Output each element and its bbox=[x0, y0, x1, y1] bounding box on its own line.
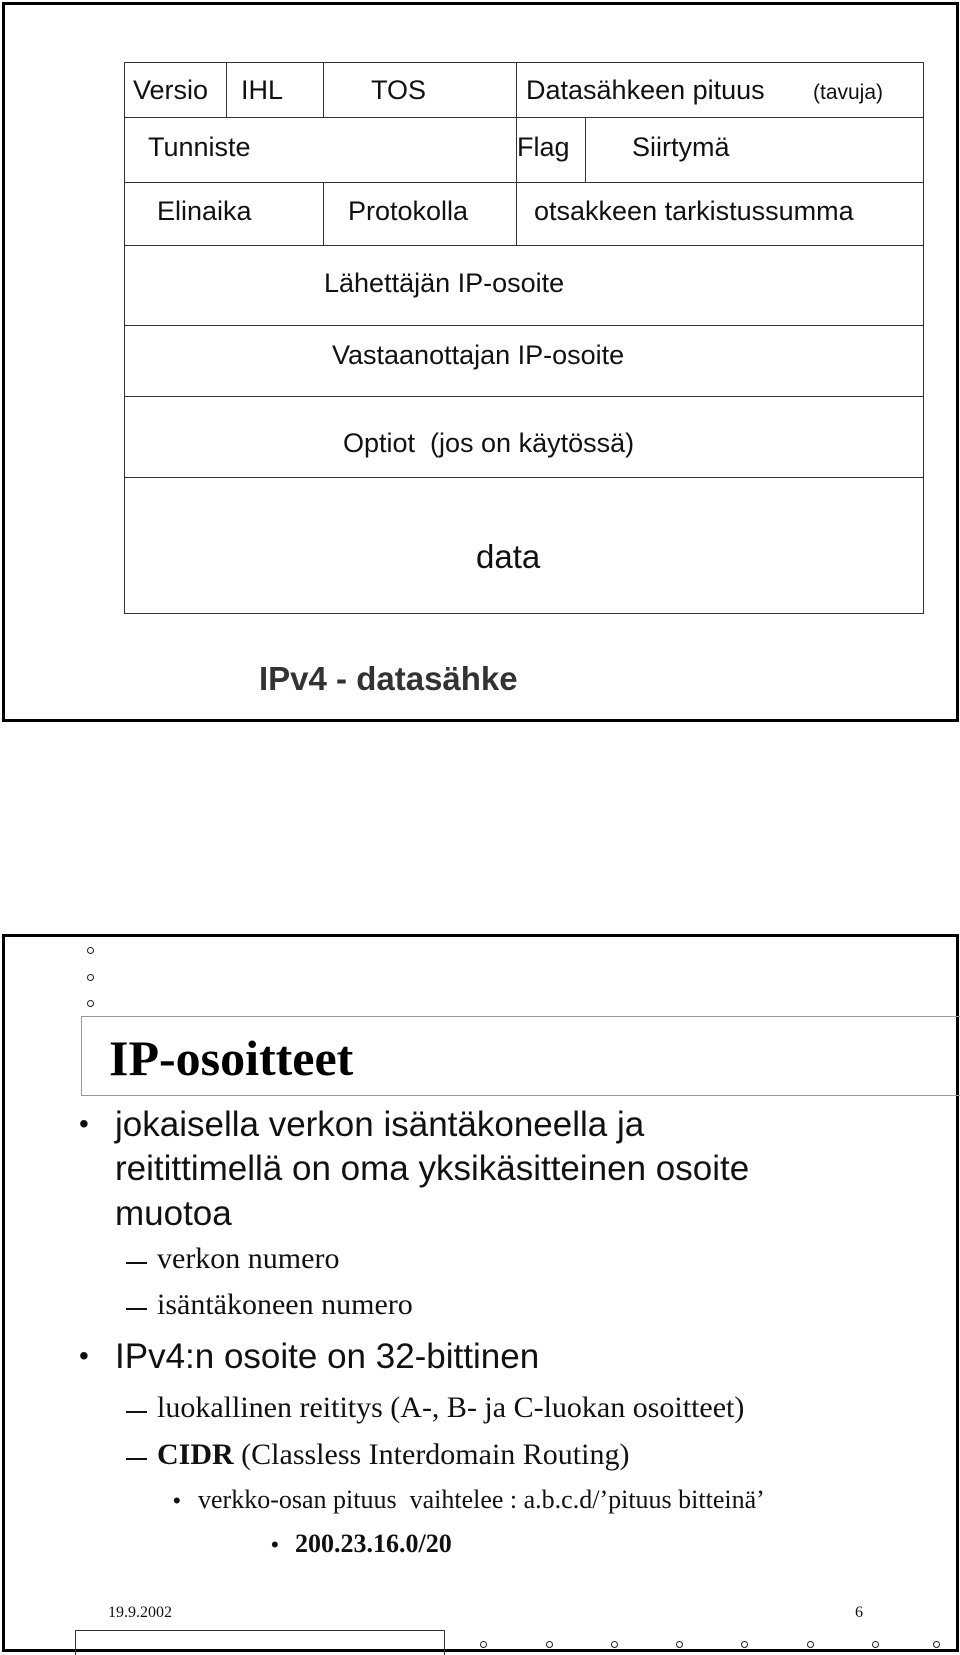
sub-item-cidr bbox=[157, 1438, 629, 1472]
field-data: data bbox=[476, 538, 541, 575]
bullet-dot: • bbox=[79, 1108, 89, 1139]
field-versio: Versio bbox=[133, 75, 209, 105]
bullet-dot-small: • bbox=[173, 1488, 181, 1513]
field-flag: Flag bbox=[517, 132, 570, 162]
cidr-bold: CIDR bbox=[157, 1438, 234, 1471]
field-protokolla: Protokolla bbox=[348, 196, 469, 226]
col-divider bbox=[226, 62, 227, 117]
slide-caption: IPv4 - datasähke bbox=[259, 660, 518, 697]
bullet-dot-small: • bbox=[271, 1532, 279, 1557]
decorative-circle bbox=[741, 1641, 748, 1648]
sub-item-host-number: isäntäkoneen numero bbox=[157, 1288, 413, 1321]
bullet-dot: • bbox=[79, 1340, 89, 1371]
bullet1-line3: muotoa bbox=[115, 1194, 232, 1233]
sub-dash bbox=[126, 1411, 147, 1413]
footer-page-number: 6 bbox=[855, 1604, 863, 1621]
field-destination-address: Vastaanottajan IP-osoite bbox=[332, 340, 625, 370]
row-divider bbox=[124, 396, 924, 397]
field-tos: TOS bbox=[371, 75, 427, 105]
field-checksum: otsakkeen tarkistussumma bbox=[534, 196, 854, 226]
col-divider bbox=[323, 62, 324, 117]
row-divider bbox=[124, 477, 924, 478]
col-divider bbox=[323, 182, 324, 245]
bullet1-line1: jokaisella verkon isäntäkoneella ja bbox=[115, 1105, 645, 1144]
slide-ip-addresses bbox=[2, 934, 959, 1652]
row-divider bbox=[124, 117, 924, 118]
sub-dash bbox=[126, 1262, 147, 1264]
col-divider bbox=[585, 117, 586, 182]
field-length-unit: (tavuja) bbox=[813, 81, 884, 104]
sub-dash bbox=[126, 1308, 147, 1310]
field-ihl: IHL bbox=[241, 75, 284, 105]
decorative-circle bbox=[807, 1641, 814, 1648]
bullet2-text: IPv4:n osoite on 32-bittinen bbox=[115, 1337, 540, 1376]
decorative-circle bbox=[87, 974, 94, 981]
sub-item-classful-routing: luokallinen reititys (A-, B- ja C-luokan osoitteet) bbox=[157, 1391, 745, 1424]
sub-dash bbox=[126, 1458, 147, 1460]
field-options: Optiot (jos on käytössä) bbox=[343, 428, 635, 458]
slide-ipv4-datagram bbox=[2, 2, 959, 722]
bullet1-line2: reitittimellä on oma yksikäsitteinen osoite bbox=[115, 1149, 750, 1188]
decorative-circle bbox=[872, 1641, 879, 1648]
decorative-circle bbox=[87, 1000, 94, 1007]
field-elinaika: Elinaika bbox=[157, 196, 252, 226]
decorative-circle bbox=[611, 1641, 618, 1648]
footer-box bbox=[75, 1630, 445, 1655]
footer-date: 19.9.2002 bbox=[108, 1604, 172, 1621]
decorative-circle bbox=[546, 1641, 553, 1648]
decorative-circle bbox=[480, 1641, 487, 1648]
cidr-rest: (Classless Interdomain Routing) bbox=[233, 1438, 630, 1471]
decorative-circle bbox=[87, 947, 94, 954]
sub-sub-sub-item-example: 200.23.16.0/20 bbox=[295, 1529, 452, 1558]
field-length: Datasähkeen pituus bbox=[526, 75, 765, 105]
row-divider bbox=[124, 245, 924, 246]
decorative-circle bbox=[933, 1641, 940, 1648]
decorative-circle bbox=[676, 1641, 683, 1648]
field-tunniste: Tunniste bbox=[148, 132, 251, 162]
sub-sub-item-prefix-length: verkko-osan pituus vaihtelee : a.b.c.d/’pituus bitteinä’ bbox=[198, 1485, 765, 1514]
slide-title: IP-osoitteet bbox=[109, 1030, 354, 1086]
sub-item-network-number: verkon numero bbox=[157, 1242, 340, 1275]
field-siirtyma: Siirtymä bbox=[632, 132, 730, 162]
row-divider bbox=[124, 182, 924, 183]
row-divider bbox=[124, 325, 924, 326]
field-source-address: Lähettäjän IP-osoite bbox=[324, 268, 565, 298]
